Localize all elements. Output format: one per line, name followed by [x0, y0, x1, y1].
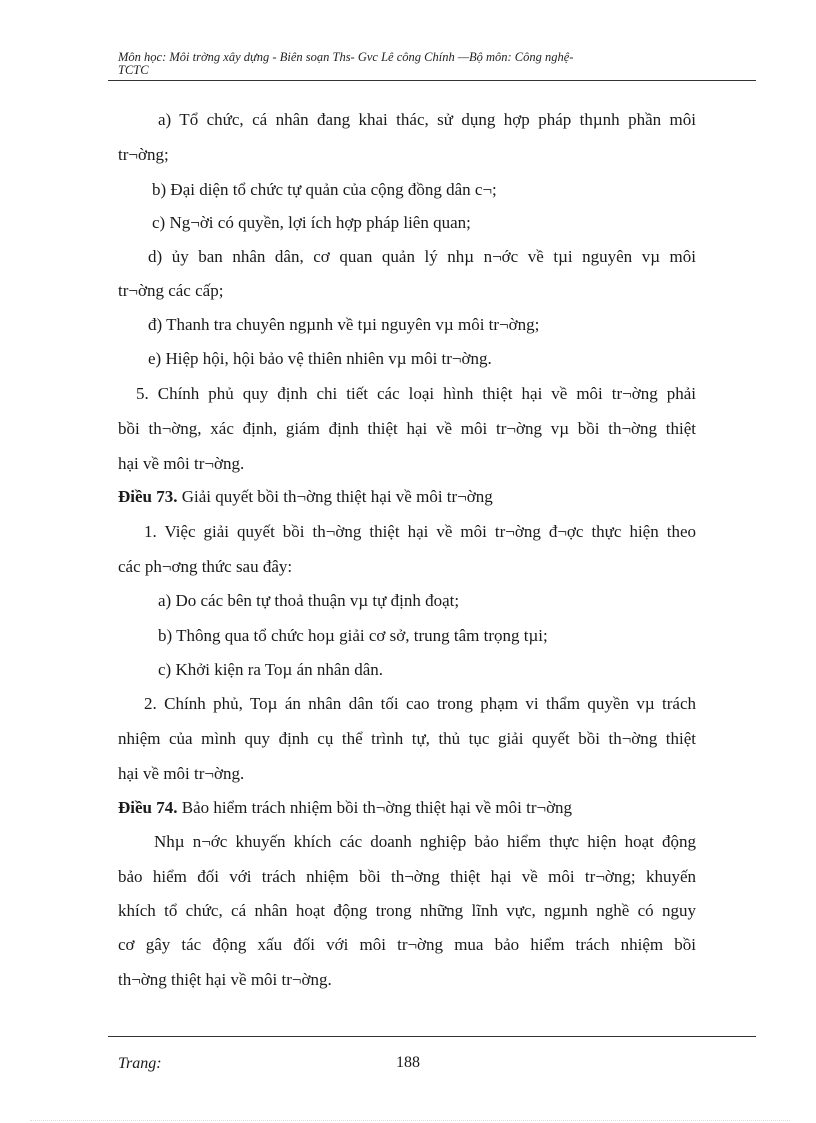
text-line: bảo hiểm đối với trách nhiệm bồi th¬ờng thiệt hại về môi tr¬ờng; khuyến — [118, 867, 696, 886]
text-line: tr¬ờng; — [118, 145, 169, 164]
text-line: đ) Thanh tra chuyên ngµnh về tµi nguyên vµ môi tr¬ờng; — [148, 315, 540, 334]
text-line: hại về môi tr¬ờng. — [118, 764, 245, 783]
text-line: th¬ờng thiệt hại về môi tr¬ờng. — [118, 970, 332, 989]
header-line-1: Môn học: Môi trờng xây dựng - Biên soạn Ths- Gvc Lê công Chính —Bộ môn: Công nghệ- — [118, 50, 574, 64]
text-line: Nhµ n¬ớc khuyến khích các doanh nghiệp bảo hiểm thực hiện hoạt động — [154, 832, 696, 851]
text-line: khích tổ chức, cá nhân hoạt động trong những lĩnh vực, ngµnh nghề có nguy — [118, 901, 696, 920]
footer-divider — [108, 1036, 756, 1037]
article-title: Giải quyết bồi th¬ờng thiệt hại về môi tr¬ờng — [177, 487, 493, 506]
text-line: bồi th¬ờng, xác định, giám định thiệt hại về môi tr¬ờng vµ bồi th¬ờng thiệt — [118, 419, 696, 438]
text-line: nhiệm của mình quy định cụ thể trình tự, thủ tục giải quyết bồi th¬ờng thiệt — [118, 729, 696, 748]
text-line: a) Tổ chức, cá nhân đang khai thác, sử dụng hợp pháp thµnh phần môi — [158, 110, 696, 129]
text-line: các ph¬ơng thức sau đây: — [118, 557, 293, 576]
text-line: a) Do các bên tự thoả thuận vµ tự định đoạt; — [158, 591, 460, 610]
text-line: cơ gây tác động xấu đối với môi tr¬ờng mua bảo hiểm trách nhiệm bồi — [118, 935, 696, 954]
text-line: e) Hiệp hội, hội bảo vệ thiên nhiên vµ môi tr¬ờng. — [148, 349, 492, 368]
header-line-2: TCTC — [118, 63, 149, 77]
text-line: 5. Chính phủ quy định chi tiết các loại hình thiệt hại về môi tr¬ờng phải — [136, 384, 696, 403]
article-title: Bảo hiểm trách nhiệm bồi th¬ờng thiệt hại về môi tr¬ờng — [177, 798, 573, 817]
article-74-heading — [118, 797, 572, 819]
text-line: b) Đại diện tổ chức tự quản của cộng đồng dân c¬; — [152, 180, 497, 199]
text-line: d) ủy ban nhân dân, cơ quan quản lý nhµ n¬ớc về tµi nguyên vµ môi — [148, 247, 696, 266]
text-line: 1. Việc giải quyết bồi th¬ờng thiệt hại về môi tr¬ờng đ¬ợc thực hiện theo — [144, 522, 696, 541]
text-line: c) Khởi kiện ra Toµ án nhân dân. — [158, 660, 383, 679]
article-73-heading — [118, 486, 493, 508]
page-number: 188 — [396, 1054, 420, 1071]
page-bottom-edge — [30, 1120, 790, 1121]
text-line: 2. Chính phủ, Toµ án nhân dân tối cao trong phạm vi thẩm quyền vµ trách — [144, 694, 696, 713]
text-line: b) Thông qua tổ chức hoµ giải cơ sở, trung tâm trọng tµi; — [158, 626, 548, 645]
text-line: hại về môi tr¬ờng. — [118, 454, 245, 473]
article-label: Điều 73. — [118, 487, 178, 506]
text-line: c) Ng¬ời có quyền, lợi ích hợp pháp liên quan; — [152, 213, 471, 232]
article-label: Điều 74. — [118, 798, 178, 817]
page-label: Trang: — [118, 1055, 162, 1072]
text-line: tr¬ờng các cấp; — [118, 281, 224, 300]
